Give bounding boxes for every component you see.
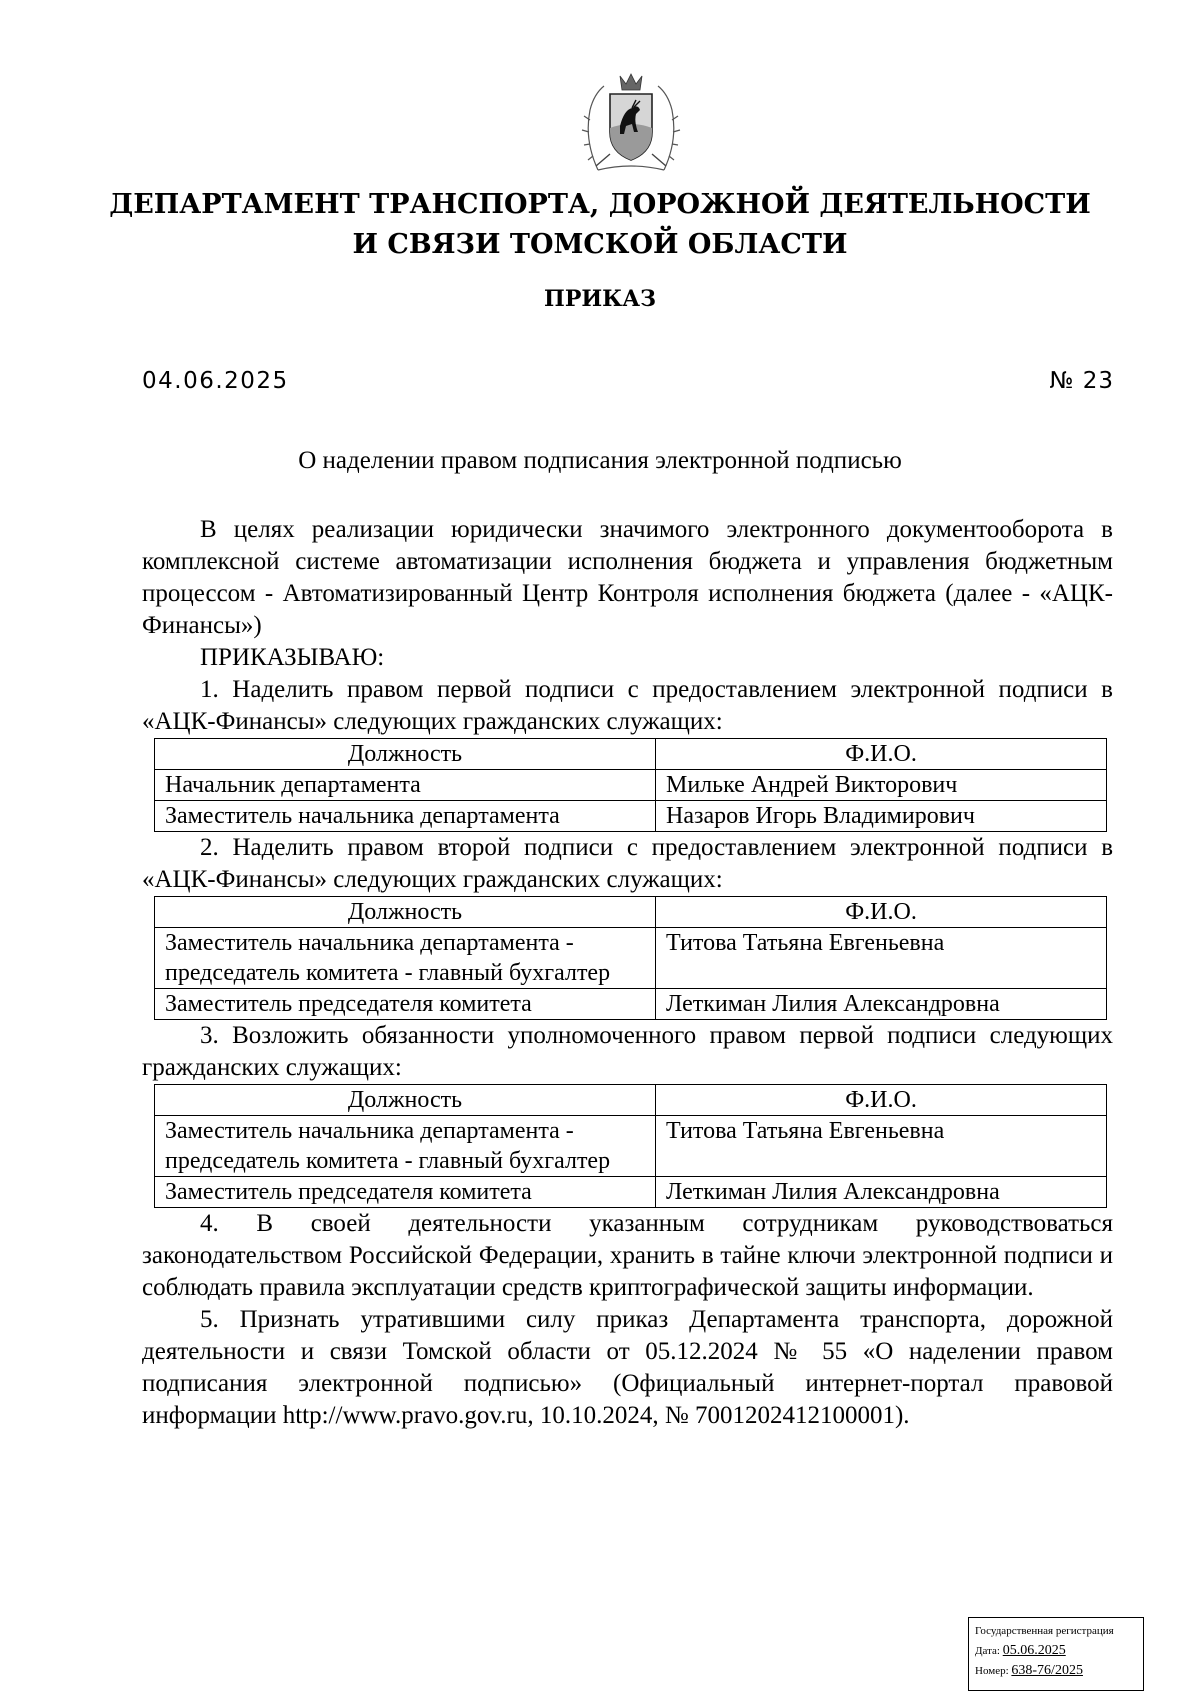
cell-name: Мильке Андрей Викторович	[656, 770, 1107, 801]
order-item-4: 4. В своей деятельности указанным сотрудникам руководствоваться законодательством Российской Федерации, хранить в тайне ключи электронной подписи и соблюдать правила эксплуатации средств криптографической защиты информации.	[142, 1210, 1113, 1301]
column-header-name: Ф.И.О.	[656, 897, 1107, 928]
registration-number-line	[975, 1661, 1137, 1681]
order-item-1: 1. Наделить правом первой подписи с предоставлением электронной подписи в «АЦК-Финансы» следующих гражданских служащих:	[142, 676, 1113, 735]
document-type: ПРИКАЗ	[544, 286, 656, 312]
order-number: № 23	[1049, 368, 1114, 394]
signers-table-1	[154, 738, 1107, 832]
organization-name	[0, 185, 1200, 265]
registration-date: 05.06.2025	[1002, 1643, 1066, 1658]
table-row	[155, 770, 1107, 801]
column-header-position: Должность	[155, 897, 656, 928]
registration-date-line	[975, 1641, 1137, 1661]
organization-name-line2: И СВЯЗИ ТОМСКОЙ ОБЛАСТИ	[352, 229, 848, 260]
cell-name: Леткиман Лилия Александровна	[656, 1177, 1107, 1208]
table-row	[155, 1177, 1107, 1208]
column-header-position: Должность	[155, 1085, 656, 1116]
registration-date-label: Дата:	[975, 1645, 1000, 1657]
order-date: 04.06.2025	[142, 368, 289, 394]
registration-number: 638-76/2025	[1011, 1663, 1083, 1678]
cell-name: Титова Татьяна Евгеньевна	[656, 928, 1107, 989]
order-item-2: 2. Наделить правом второй подписи с предоставлением электронной подписи в «АЦК-Финансы» следующих гражданских служащих:	[142, 834, 1113, 893]
cell-name: Леткиман Лилия Александровна	[656, 989, 1107, 1020]
signers-table-2	[154, 896, 1107, 1020]
cell-position: Заместитель начальника департамента	[155, 801, 656, 832]
registration-stamp	[968, 1617, 1144, 1691]
order-title: О наделении правом подписания электронной подписью	[298, 447, 902, 474]
coat-of-arms-icon	[576, 70, 686, 178]
registration-title: Государственная регистрация	[975, 1625, 1114, 1637]
cell-position: Заместитель председателя комитета	[155, 989, 656, 1020]
table-row	[155, 801, 1107, 832]
table-header-row	[155, 897, 1107, 928]
column-header-name: Ф.И.О.	[656, 739, 1107, 770]
cell-position: Заместитель начальника департамента - председатель комитета - главный бухгалтер	[155, 1116, 656, 1177]
preamble: В целях реализации юридически значимого электронного документооборота в комплексной системе автоматизации исполнения бюджета и управления бюджетным процессом - Автоматизированный Центр Контроля исполнения бюджета (далее - «АЦК-Финансы»)	[142, 516, 1113, 639]
order-item-5: 5. Признать утратившими силу приказ Департамента транспорта, дорожной деятельности и связи Томской области от 05.12.2024 № 55 «О наделении правом подписания электронной подписью» (Официальный интернет-портал правовой информации http://www.pravo.gov.ru, 10.10.2024, № 7001202412100001).	[142, 1306, 1113, 1429]
table-header-row	[155, 1085, 1107, 1116]
table-header-row	[155, 739, 1107, 770]
cell-position: Заместитель начальника департамента - председатель комитета - главный бухгалтер	[155, 928, 656, 989]
column-header-position: Должность	[155, 739, 656, 770]
organization-name-line1: ДЕПАРТАМЕНТ ТРАНСПОРТА, ДОРОЖНОЙ ДЕЯТЕЛЬНОСТИ	[109, 189, 1091, 220]
registration-number-label: Номер:	[975, 1665, 1009, 1677]
cell-name: Назаров Игорь Владимирович	[656, 801, 1107, 832]
cell-position: Заместитель председателя комитета	[155, 1177, 656, 1208]
signers-table-3	[154, 1084, 1107, 1208]
cell-position: Начальник департамента	[155, 770, 656, 801]
table-row	[155, 989, 1107, 1020]
order-body	[142, 514, 1113, 1432]
order-word: ПРИКАЗЫВАЮ:	[200, 644, 385, 671]
table-row	[155, 928, 1107, 989]
table-row	[155, 1116, 1107, 1177]
column-header-name: Ф.И.О.	[656, 1085, 1107, 1116]
cell-name: Титова Татьяна Евгеньевна	[656, 1116, 1107, 1177]
order-item-3: 3. Возложить обязанности уполномоченного правом первой подписи следующих гражданских служащих:	[142, 1022, 1113, 1081]
